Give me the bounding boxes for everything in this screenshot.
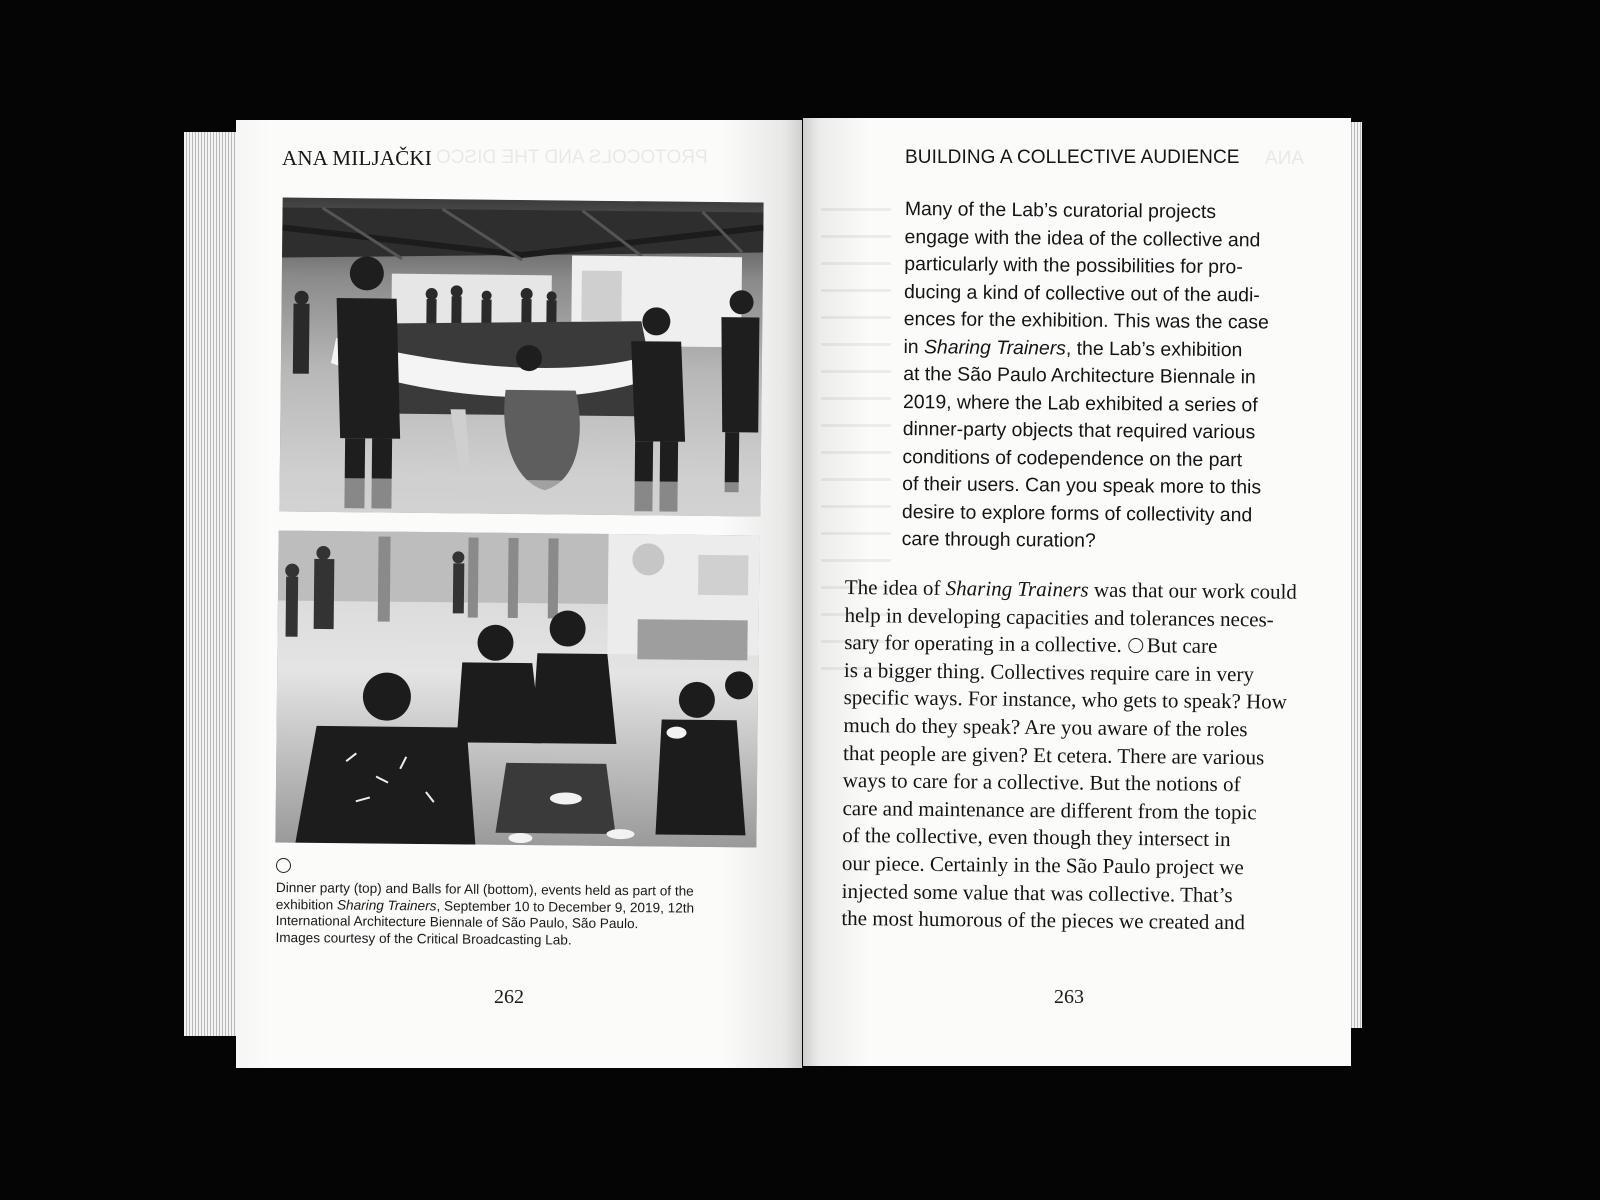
running-head-chapter: BUILDING A COLLECTIVE AUDIENCE (905, 147, 1240, 168)
balls-for-all-photo (275, 530, 759, 847)
italic-title: Sharing Trainers (923, 335, 1067, 360)
right-page (803, 118, 1351, 1066)
question-line: care through curation? (901, 527, 1096, 552)
left-page (236, 120, 802, 1068)
answer-line: that people are given? Et cetera. There are various (843, 740, 1265, 769)
answer-line: the most humorous of the pieces we created and (841, 906, 1246, 935)
answer-line: ways to care for a collective. But the notions of (842, 768, 1241, 797)
figure-reference-circle (1128, 638, 1143, 653)
page-number-left: 262 (494, 986, 524, 1008)
question-line: particularly with the possibilities for pro- (904, 252, 1243, 279)
answer-line: much do they speak? Are you aware of the roles (843, 712, 1248, 742)
answer-line: The idea of Sharing Trainers was that our work could (844, 574, 1298, 604)
answer-line: is a bigger thing. Collectives require care in very (843, 657, 1255, 687)
answer-line: sary for operating in a collective. But care (844, 630, 1218, 659)
show-through-head-right: ANA (1265, 148, 1305, 169)
question-line: desire to explore forms of collectivity and (901, 500, 1253, 526)
page-number-right: 263 (1054, 986, 1084, 1008)
question-line: at the São Paulo Architecture Biennale in (903, 362, 1256, 389)
answer-line: injected some value that was collective. That’s (841, 878, 1233, 907)
answer-line: help in developing capacities and tolerances neces- (844, 602, 1274, 632)
left-page-edges (184, 132, 240, 1036)
italic-title: Sharing Trainers (336, 897, 437, 913)
question-line: ences for the exhibition. This was the case (903, 307, 1269, 334)
question-line: in Sharing Trainers, the Lab’s exhibition (903, 335, 1243, 361)
caption-line: Images courtesy of the Critical Broadcasting Lab. (275, 929, 572, 948)
caption-circle-marker (276, 858, 291, 873)
figure-caption (275, 880, 756, 951)
question-line: Many of the Lab’s curatorial projects (904, 197, 1217, 223)
question-line: ducing a kind of collective out of the audi- (903, 280, 1260, 306)
question-line: 2019, where the Lab exhibited a series of (902, 390, 1258, 416)
italic-title: Sharing Trainers (945, 576, 1089, 602)
question-line: conditions of codependence on the part (902, 445, 1243, 471)
caption-line: Dinner party (top) and Balls for All (bottom), events held as part of the (275, 880, 694, 899)
caption-line: exhibition Sharing Trainers, September 10 to December 9, 2019, 12th (275, 896, 695, 916)
show-through-head: PROTOCOLS AND THE DISCO (436, 147, 708, 168)
answer-line: of the collective, even though they intersect in (842, 823, 1231, 852)
question-line: of their users. Can you speak more to this (902, 472, 1262, 499)
answer-line: care and maintenance are different from the topic (842, 795, 1257, 825)
question-line: dinner-party objects that required various (902, 417, 1256, 444)
dinner-party-photo (279, 197, 763, 516)
answer-line: specific ways. For instance, who gets to speak? How (843, 685, 1288, 715)
running-head-author: ANA MILJAČKI (282, 146, 432, 170)
interview-answer (841, 574, 1325, 938)
answer-line: our piece. Certainly in the São Paulo project we (841, 850, 1244, 880)
caption-line: International Architecture Biennale of São Paulo, São Paulo. (275, 913, 639, 932)
question-line: engage with the idea of the collective and (904, 225, 1261, 251)
interview-question (902, 196, 1325, 558)
